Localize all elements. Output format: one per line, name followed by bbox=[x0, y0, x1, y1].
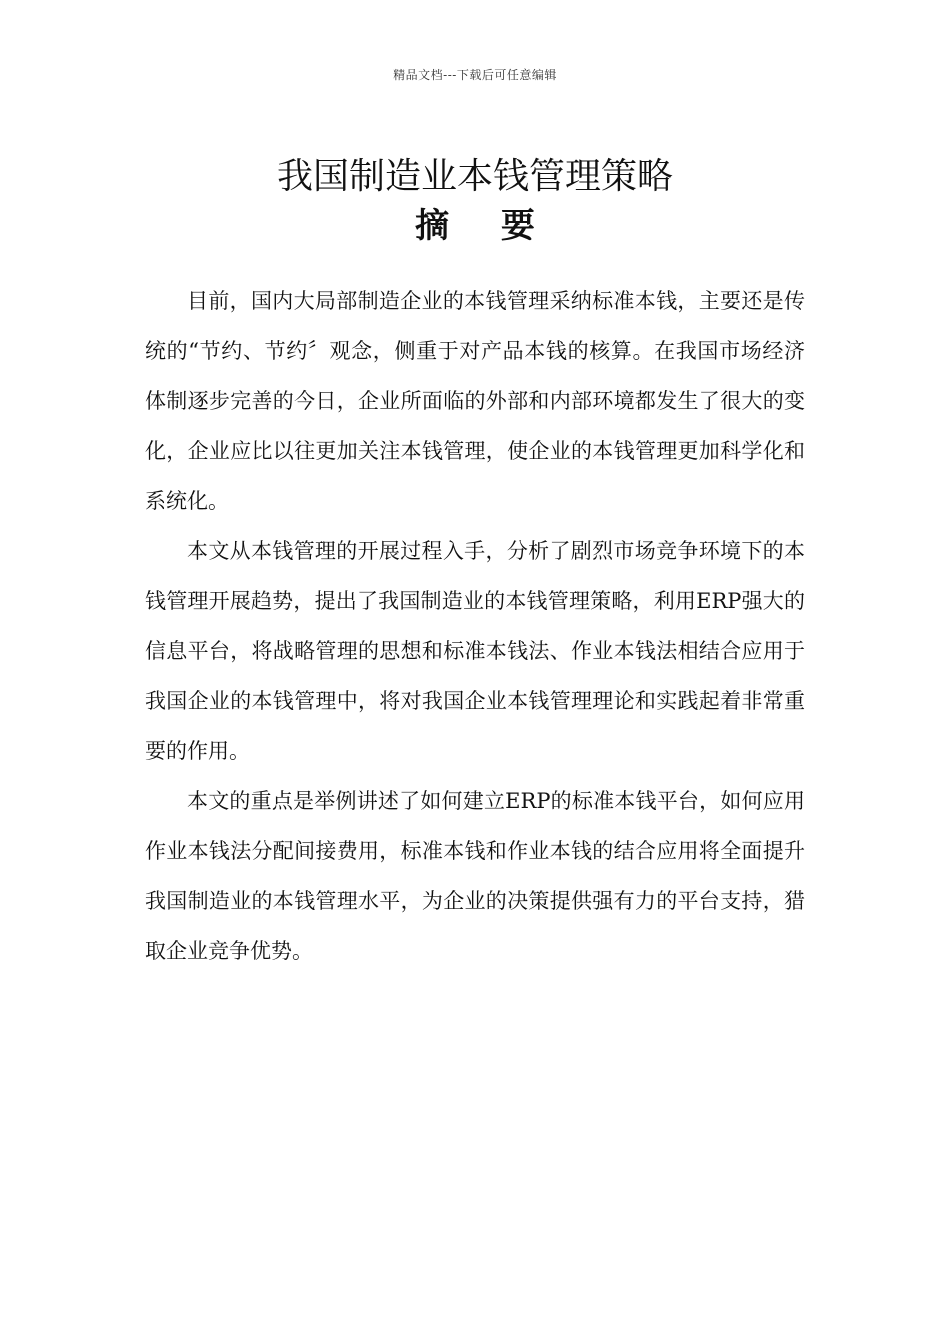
abstract-paragraph-2: 本文从本钱管理的开展过程入手，分析了剧烈市场竞争环境下的本钱管理开展趋势，提出了我国制造业的本钱管理策略，利用ERP强大的信息平台，将战略管理的思想和标准本钱法、作业本钱法相结合应用于我国企业的本钱管理中，将对我国企业本钱管理理论和实践起着非常重要的作用。 bbox=[145, 539, 805, 763]
abstract-paragraph-1: 目前，国内大局部制造企业的本钱管理采纳标准本钱，主要还是传统的“节约、节约〞观念，侧重于对产品本钱的核算。在我国市场经济体制逐步完善的今日，企业所面临的外部和内部环境都发生了很大的变化，企业应比以往更加关注本钱管理，使企业的本钱管理更加科学化和系统化。 bbox=[145, 289, 805, 513]
abstract-body bbox=[145, 276, 805, 976]
header-note: 精品文档---下载后可任意编辑 bbox=[393, 68, 557, 82]
abstract-heading: 摘 要 bbox=[415, 206, 555, 246]
document-title: 我国制造业本钱管理策略 bbox=[276, 156, 673, 197]
abstract-paragraph-3: 本文的重点是举例讲述了如何建立ERP的标准本钱平台，如何应用作业本钱法分配间接费用，标准本钱和作业本钱的结合应用将全面提升我国制造业的本钱管理水平，为企业的决策提供强有力的平台支持，猎取企业竞争优势。 bbox=[145, 789, 805, 963]
